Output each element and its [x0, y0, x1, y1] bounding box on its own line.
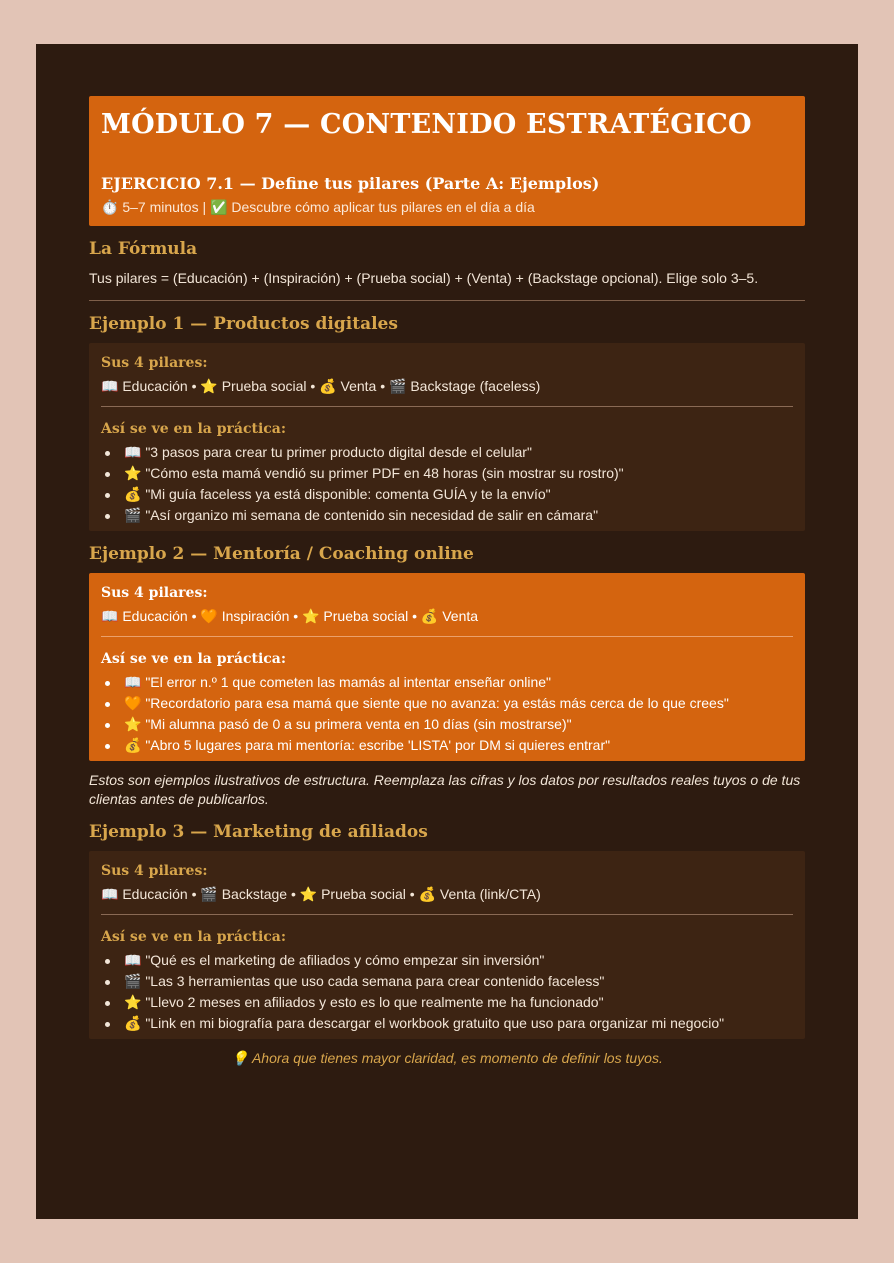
example-1-title: Ejemplo 1 — Productos digitales [89, 314, 398, 334]
list-item: ⭐ "Cómo esta mamá vendió su primer PDF en 48 horas (sin mostrar su rostro)" [124, 464, 793, 483]
pillars-list: 📖 Educación • ⭐ Prueba social • 💰 Venta • 🎬 Backstage (faceless) [101, 378, 541, 394]
practice-list [101, 443, 793, 525]
list-item: 💰 "Link en mi biografía para descargar el workbook gratuito que uso para organizar mi negocio" [124, 1014, 793, 1033]
formula-title: La Fórmula [89, 239, 198, 259]
practice-label: Así se ve en la práctica: [101, 421, 287, 437]
disclaimer-note: Estos son ejemplos ilustrativos de estructura. Reemplaza las cifras y los datos por resultados reales tuyos o de tus clientas antes de publicarlos. [89, 772, 801, 807]
list-item: 📖 "El error n.º 1 que cometen las mamás al intentar enseñar online" [124, 673, 793, 692]
formula-text: Tus pilares = (Educación) + (Inspiración) + (Prueba social) + (Venta) + (Backstage opcional). Elige solo 3–5. [89, 270, 759, 286]
closing-note: 💡 Ahora que tienes mayor claridad, es momento de definir los tuyos. [231, 1050, 663, 1066]
pillars-label: Sus 4 pilares: [101, 585, 208, 601]
list-item: ⭐ "Mi alumna pasó de 0 a su primera venta en 10 días (sin mostrarse)" [124, 715, 793, 734]
list-item: 💰 "Abro 5 lugares para mi mentoría: escribe 'LISTA' por DM si quieres entrar" [124, 736, 793, 755]
practice-list [101, 673, 793, 755]
pillars-label: Sus 4 pilares: [101, 355, 208, 371]
example-3-title: Ejemplo 3 — Marketing de afiliados [89, 822, 428, 842]
module-title: MÓDULO 7 — CONTENIDO ESTRATÉGICO [101, 109, 752, 140]
example-2-card [89, 573, 805, 761]
example-1-card [89, 343, 805, 531]
exercise-title: EJERCICIO 7.1 — Define tus pilares (Parte A: Ejemplos) [101, 174, 600, 193]
card-divider [101, 406, 793, 407]
list-item: 🎬 "Las 3 herramientas que uso cada semana para crear contenido faceless" [124, 972, 793, 991]
list-item: ⭐ "Llevo 2 meses en afiliados y esto es lo que realmente me ha funcionado" [124, 993, 793, 1012]
card-divider [101, 636, 793, 637]
example-2-title: Ejemplo 2 — Mentoría / Coaching online [89, 544, 474, 564]
list-item: 📖 "3 pasos para crear tu primer producto digital desde el celular" [124, 443, 793, 462]
pillars-list: 📖 Educación • 🎬 Backstage • ⭐ Prueba social • 💰 Venta (link/CTA) [101, 886, 541, 902]
pillars-list: 📖 Educación • 🧡 Inspiración • ⭐ Prueba social • 💰 Venta [101, 608, 479, 624]
pillars-label: Sus 4 pilares: [101, 863, 208, 879]
list-item: 💰 "Mi guía faceless ya está disponible: comenta GUÍA y te la envío" [124, 485, 793, 504]
list-item: 🧡 "Recordatorio para esa mamá que siente que no avanza: ya estás más cerca de lo que crees" [124, 694, 793, 713]
page-content [89, 96, 805, 1068]
divider [89, 300, 805, 301]
list-item: 🎬 "Así organizo mi semana de contenido sin necesidad de salir en cámara" [124, 506, 793, 525]
example-3-card [89, 851, 805, 1039]
card-divider [101, 914, 793, 915]
practice-list [101, 951, 793, 1033]
practice-label: Así se ve en la práctica: [101, 651, 287, 667]
worksheet-page [36, 44, 858, 1219]
list-item: 📖 "Qué es el marketing de afiliados y cómo empezar sin inversión" [124, 951, 793, 970]
exercise-meta: ⏱️ 5–7 minutos | ✅ Descubre cómo aplicar tus pilares en el día a día [101, 199, 535, 215]
module-header [89, 96, 805, 226]
practice-label: Así se ve en la práctica: [101, 929, 287, 945]
